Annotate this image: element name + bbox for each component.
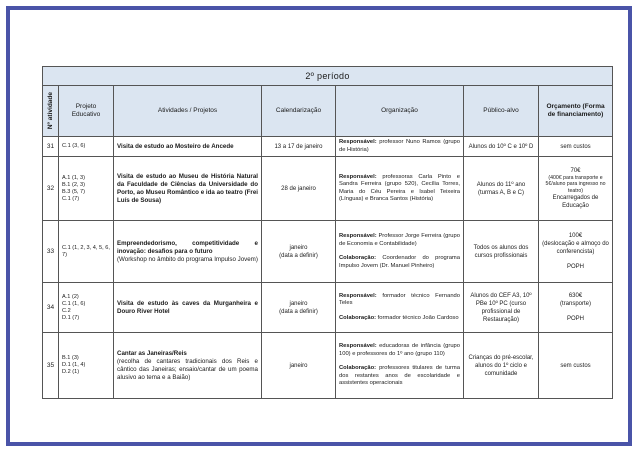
responsible-line	[339, 174, 460, 204]
calendar-cell	[262, 333, 336, 399]
calendar-text: janeiro	[289, 362, 308, 369]
budget-line: 100€	[568, 233, 583, 239]
collaboration-text: Coordenador do programa Impulso Jovem (Dr. Manuel Pinheiro)	[339, 255, 460, 269]
header-row	[43, 86, 613, 137]
activity-number: 32	[43, 157, 59, 221]
calendar-text: janeiro	[289, 244, 308, 251]
project-code: D.1 (7)	[62, 314, 80, 321]
responsible-label: Responsável:	[339, 343, 377, 350]
budget-line: sem custos	[560, 143, 591, 150]
spacer	[339, 308, 460, 315]
responsible-line	[339, 293, 460, 308]
responsible-text: educadoras de infância (grupo 100) e professores do 1º ano (grupo 110)	[339, 343, 460, 357]
header-organizacao: Organização	[336, 86, 464, 137]
table-row	[43, 157, 613, 221]
calendar-text: (data a definir)	[279, 252, 318, 259]
project-codes	[59, 283, 114, 333]
spacer	[339, 248, 460, 255]
activity-cell	[114, 333, 262, 399]
budget-line: Encarregados de Educação	[552, 195, 599, 210]
header-num	[43, 86, 59, 137]
collaboration-text: professores titulares de turma dos restantes anos de escolaridade e assistentes operacionais	[339, 365, 460, 387]
organization-cell	[336, 333, 464, 399]
collaboration-line	[339, 255, 460, 270]
project-code: D.2 (1)	[62, 369, 80, 375]
budget-line: POPH	[567, 264, 585, 270]
responsible-text: Professor Jorge Ferreira (grupo de Economia e Contabilidade)	[339, 233, 460, 247]
budget-line: (deslocação e almoço do conferencista)	[542, 241, 609, 255]
responsible-text: professoras Carla Pinto e Sandra Ferreira (grupo 520), Cecília Torres, Maria do Céu Pereira e Isabel Teixeira (Línguas) e Branca Santos (História)	[339, 173, 460, 202]
project-code: C.1 (7)	[62, 195, 80, 202]
project-code: C.2	[62, 307, 71, 314]
target-audience: Alunos do 11º ano (turmas A, B e C)	[464, 157, 539, 221]
activity-number: 31	[43, 137, 59, 157]
organization-cell	[336, 283, 464, 333]
header-projeto: Projeto Educativo	[59, 86, 114, 137]
budget-line: (400€ para transporte e 5€/aluno para ingresso no teatro)	[545, 174, 606, 194]
responsible-label: Responsável:	[339, 139, 377, 145]
budget-cell	[539, 157, 613, 221]
calendar-cell	[262, 221, 336, 283]
activity-cell	[114, 283, 262, 333]
responsible-label: Responsável:	[339, 173, 377, 180]
activity-number: 34	[43, 283, 59, 333]
document-frame	[6, 6, 632, 446]
responsible-line	[339, 139, 460, 154]
project-code: C.1 (1, 6)	[62, 300, 86, 307]
responsible-line	[339, 233, 460, 248]
collaboration-line	[339, 315, 460, 323]
target-audience: Alunos do 10º C e 10º D	[464, 137, 539, 157]
project-code: C.1 (3, 6)	[62, 143, 86, 149]
calendar-cell	[262, 283, 336, 333]
responsible-text: formador técnico Fernando Teles	[339, 292, 460, 307]
activity-title: Visita de estudo às caves da Murganheira e Douro River Hotel	[117, 299, 258, 315]
budget-line: 630€	[568, 293, 583, 299]
calendar-text: (data a definir)	[279, 308, 318, 315]
activity-description: (Workshop no âmbito do programa Impulso Jovem)	[117, 255, 258, 263]
project-code: A.1 (2)	[62, 293, 79, 300]
period-title: 2º período	[43, 67, 613, 86]
table-row	[43, 333, 613, 399]
activity-plan-table	[42, 66, 613, 399]
activity-number: 33	[43, 221, 59, 283]
calendar-cell	[262, 157, 336, 221]
budget-line: POPH	[567, 316, 585, 322]
header-publico: Público-alvo	[464, 86, 539, 137]
header-calendarizacao: Calendarização	[262, 86, 336, 137]
budget-line: (transporte)	[560, 301, 592, 307]
activity-cell	[114, 137, 262, 157]
organization-cell	[336, 157, 464, 221]
budget-line	[542, 308, 609, 315]
activity-title: Visita de estudo ao Museu de História Natural da Faculdade de Ciências da Universidade do Porto, ao Museu Romântico e ida ao teatro (Frei Luís de Sousa)	[117, 172, 258, 204]
activity-title: Visita de estudo ao Mosteiro de Ancede	[117, 142, 234, 150]
activity-title: Empreendedorismo, competitividade e inovação: desafios para o futuro	[117, 239, 258, 255]
responsible-label: Responsável:	[339, 292, 377, 299]
collaboration-text: formador técnico João Cardoso	[377, 314, 459, 321]
calendar-text: janeiro	[289, 300, 308, 307]
budget-cell	[539, 137, 613, 157]
table-row	[43, 221, 613, 283]
activity-cell	[114, 157, 262, 221]
calendar-text: 13 a 17 de janeiro	[274, 143, 323, 150]
header-num-label: Nº atividade	[46, 92, 54, 130]
project-codes	[59, 137, 114, 157]
project-codes	[59, 157, 114, 221]
collaboration-label: Colaboração:	[339, 365, 377, 372]
budget-line: 70€	[570, 167, 581, 174]
collaboration-label: Colaboração:	[339, 314, 377, 321]
responsible-line	[339, 343, 460, 358]
budget-line	[542, 256, 609, 263]
budget-cell	[539, 283, 613, 333]
collaboration-line	[339, 365, 460, 388]
project-codes	[59, 221, 114, 283]
calendar-cell	[262, 137, 336, 157]
project-code: C.1 (1, 2, 3, 4, 5, 6, 7)	[62, 244, 110, 258]
responsible-label: Responsável:	[339, 233, 377, 239]
activity-number: 35	[43, 333, 59, 399]
collaboration-label: Colaboração:	[339, 255, 377, 261]
responsible-text: professor Nuno Ramos (grupo de História)	[339, 139, 460, 153]
header-atividades: Atividades / Projetos	[114, 86, 262, 137]
activity-description: (recolha de cantares tradicionais dos Reis e cântico das Janeiras; ensaio/cantar de um poema alusivo ao tema e a Baião)	[117, 357, 258, 381]
period-row	[43, 67, 613, 86]
project-code: A.1 (1, 3)	[62, 174, 86, 181]
project-code: D.1 (1, 4)	[62, 362, 86, 368]
spacer	[339, 358, 460, 365]
organization-cell	[336, 221, 464, 283]
calendar-text: 28 de janeiro	[281, 185, 316, 192]
table-row	[43, 137, 613, 157]
table-row	[43, 283, 613, 333]
target-audience: Alunos do CEF A3, 10º PBe 10º PC (curso profissional de Restauração)	[464, 283, 539, 333]
organization-cell	[336, 137, 464, 157]
activity-title: Cantar as Janeiras/Reis	[117, 349, 187, 357]
target-audience: Crianças do pré-escolar, alunos do 1º ciclo e comunidade	[464, 333, 539, 399]
project-code: B.3 (5, 7)	[62, 188, 86, 195]
target-audience: Todos os alunos dos cursos profissionais	[464, 221, 539, 283]
header-orcamento: Orçamento (Forma de financiamento)	[539, 86, 613, 137]
budget-cell	[539, 333, 613, 399]
budget-line: sem custos	[560, 362, 591, 369]
activity-cell	[114, 221, 262, 283]
budget-cell	[539, 221, 613, 283]
project-codes	[59, 333, 114, 399]
project-code: B.1 (2, 3)	[62, 181, 86, 188]
project-code: B.1 (3)	[62, 355, 79, 361]
